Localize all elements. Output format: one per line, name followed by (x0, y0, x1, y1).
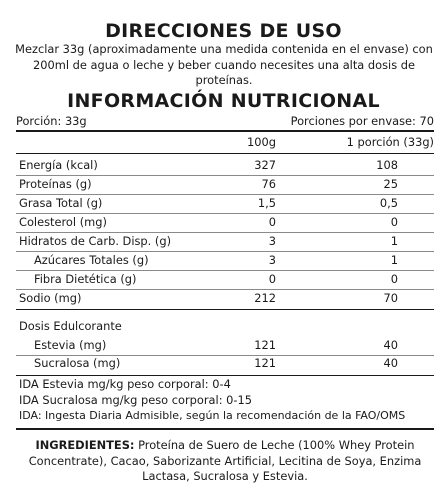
sweetener-name: Estevia (mg) (34, 338, 107, 352)
portion-size: Porción: 33g (16, 114, 87, 128)
sweetener-title: Dosis Edulcorante (19, 319, 122, 333)
table-row (16, 195, 434, 213)
sweetener-name: Sucralosa (mg) (34, 356, 121, 370)
column-header-portion: 1 porción (33g) (346, 135, 434, 149)
divider-thick-bottom (16, 428, 434, 430)
value-per-portion: 0 (390, 215, 398, 229)
value-per-portion: 1 (390, 234, 398, 248)
nutrient-name: Proteínas (g) (19, 177, 92, 191)
divider-header (16, 153, 434, 154)
table-row (16, 157, 434, 175)
value-per-portion: 70 (383, 291, 398, 305)
value-per-100g: 327 (254, 158, 276, 172)
ida-definition: IDA: Ingesta Diaria Admisible, según la recomendación de la FAO/OMS (19, 409, 406, 422)
divider-thick-top (16, 130, 434, 132)
value-per-100g: 1,5 (257, 196, 276, 210)
ida-sucralosa: IDA Sucralosa mg/kg peso corporal: 0-15 (19, 393, 253, 407)
nutrient-name: Grasa Total (g) (19, 196, 103, 210)
divider-after-sweeteners (16, 375, 434, 376)
value-per-portion: 1 (390, 253, 398, 267)
nutrition-title: INFORMACIÓN NUTRICIONAL (67, 90, 380, 112)
value-per-100g: 0 (268, 272, 276, 286)
value-per-100g: 0 (268, 215, 276, 229)
value-per-100g: 3 (268, 234, 276, 248)
value-per-100g: 212 (254, 291, 276, 305)
nutrient-name: Sodio (mg) (19, 291, 82, 305)
portion-info (16, 114, 434, 128)
value-per-portion: 25 (383, 177, 398, 191)
nutrient-name: Fibra Dietética (g) (34, 272, 137, 286)
table-row (16, 252, 434, 270)
sweetener-row (16, 355, 434, 373)
nutrition-table-header (16, 134, 434, 152)
ingredients-label: INGREDIENTES: (35, 438, 135, 452)
sweetener-per-portion: 40 (383, 356, 398, 370)
ida-estevia: IDA Estevia mg/kg peso corporal: 0-4 (19, 377, 231, 391)
column-header-100g: 100g (247, 135, 276, 149)
sweetener-row-divider (16, 355, 434, 356)
nutrient-name: Azúcares Totales (g) (34, 253, 149, 267)
value-per-portion: 0 (390, 272, 398, 286)
sweetener-per-portion: 40 (383, 338, 398, 352)
table-row (16, 233, 434, 251)
table-row (16, 176, 434, 194)
directions-title: DIRECCIONES DE USO (105, 20, 342, 42)
nutrient-name: Energía (kcal) (19, 158, 98, 172)
value-per-100g: 76 (261, 177, 276, 191)
divider-before-sweeteners (16, 309, 434, 310)
table-row (16, 214, 434, 232)
sweetener-per-100g: 121 (254, 356, 276, 370)
directions-text: Mezclar 33g (aproximadamente una medida contenida en el envase) con 200ml de agua o leche y beber cuando necesites una alta dosis de proteínas. (15, 42, 433, 87)
sweetener-title-row (16, 318, 434, 336)
servings-per-container: Porciones por envase: 70 (290, 114, 434, 128)
sweetener-per-100g: 121 (254, 338, 276, 352)
table-row (16, 290, 434, 308)
table-row (16, 271, 434, 289)
ingredients-text: Proteína de Suero de Leche (100% Whey Protein Concentrate), Cacao, Saborizante Artificial, Lecitina de Soya, Enzima Lactasa, Sucralosa y Estevia. (28, 438, 422, 483)
value-per-portion: 0,5 (379, 196, 398, 210)
sweetener-row (16, 337, 434, 355)
nutrient-name: Colesterol (mg) (19, 215, 107, 229)
ingredients-block (16, 438, 434, 485)
nutrient-name: Hidratos de Carb. Disp. (g) (19, 234, 172, 248)
value-per-portion: 108 (376, 158, 398, 172)
value-per-100g: 3 (268, 253, 276, 267)
